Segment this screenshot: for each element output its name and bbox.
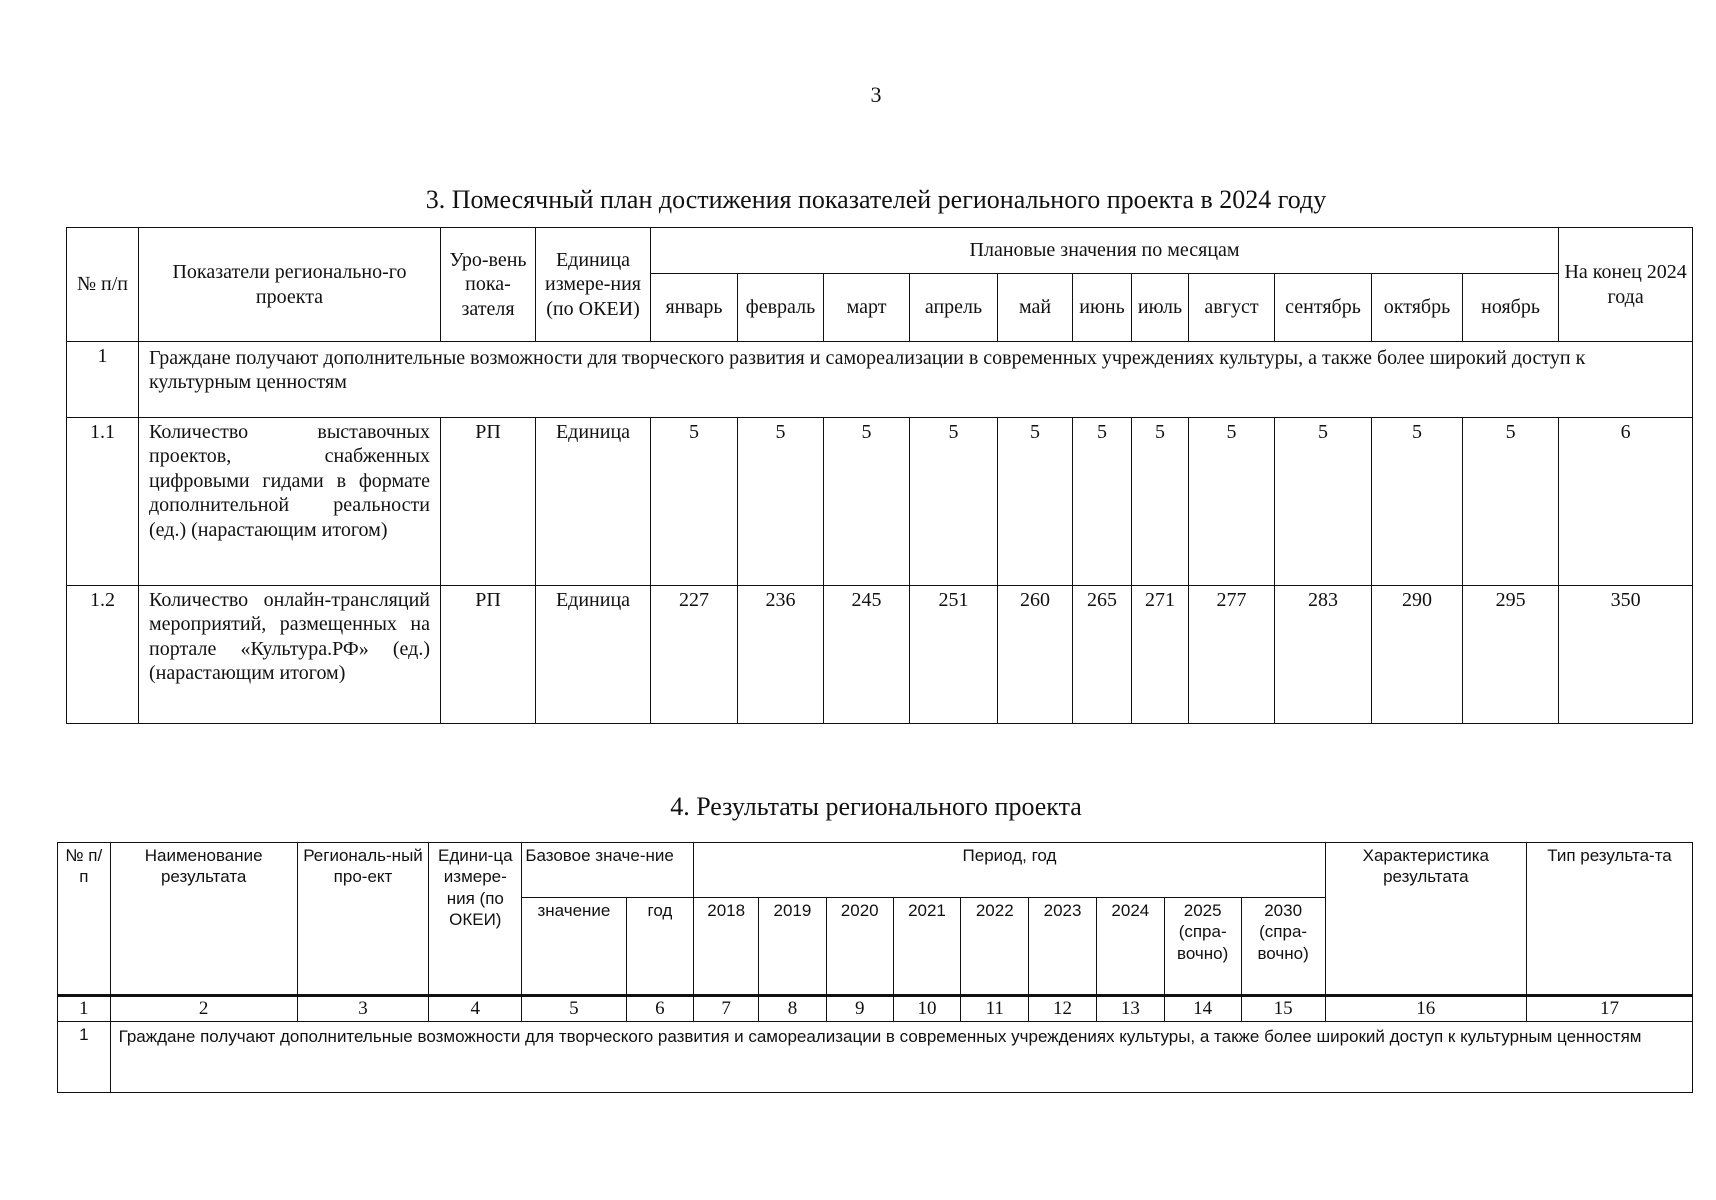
group-name: Граждане получают дополнительные возможности для творческого развития и самореализации в современных учреждениях культуры, а также более широкий доступ к культурным ценностям [139, 342, 1693, 418]
column-number: 9 [826, 996, 893, 1022]
month-value: 5 [1275, 418, 1372, 586]
row-num: 1.2 [67, 586, 139, 724]
project-results-table [57, 842, 1693, 1093]
month-header: июль [1132, 274, 1189, 342]
year-header: 2018 [694, 898, 759, 996]
month-value: 265 [1073, 586, 1132, 724]
month-value: 283 [1275, 586, 1372, 724]
column-number: 5 [522, 996, 626, 1022]
table-row [67, 586, 1693, 724]
year-header: 2020 [826, 898, 893, 996]
month-value: 5 [738, 418, 824, 586]
column-number: 4 [429, 996, 522, 1022]
month-value: 277 [1189, 586, 1275, 724]
header-result-type: Тип результа-та [1526, 843, 1692, 996]
header-regional-project: Региональ-ный про-ект [297, 843, 429, 996]
month-header: ноябрь [1463, 274, 1559, 342]
month-value: 236 [738, 586, 824, 724]
year-header: 2025 (спра-вочно) [1164, 898, 1241, 996]
year-header: 2022 [961, 898, 1029, 996]
row-num: 1.1 [67, 418, 139, 586]
header-unit: Единица измере-ния (по ОКЕИ) [536, 228, 651, 342]
monthly-plan-table [66, 227, 1693, 724]
month-value: 271 [1132, 586, 1189, 724]
end-of-year-value: 6 [1559, 418, 1693, 586]
header-indicator: Показатели регионально-го проекта [139, 228, 441, 342]
header-base-value-value: значение [522, 898, 626, 996]
column-number: 8 [759, 996, 827, 1022]
indicator-unit: Единица [536, 586, 651, 724]
month-value: 5 [1073, 418, 1132, 586]
month-value: 245 [824, 586, 910, 724]
column-number: 1 [58, 996, 111, 1022]
year-header: 2030 (спра-вочно) [1241, 898, 1325, 996]
month-value: 5 [1463, 418, 1559, 586]
header-end-of-year: На конец 2024 года [1559, 228, 1693, 342]
column-number: 10 [893, 996, 961, 1022]
month-value: 5 [651, 418, 738, 586]
column-number: 13 [1096, 996, 1164, 1022]
year-header: 2024 [1096, 898, 1164, 996]
column-number: 15 [1241, 996, 1325, 1022]
header-level: Уро-вень пока-зателя [441, 228, 536, 342]
month-value: 5 [998, 418, 1073, 586]
month-value: 251 [910, 586, 998, 724]
header-planned-values: Плановые значения по месяцам [651, 228, 1559, 274]
month-value: 5 [1189, 418, 1275, 586]
month-header: октябрь [1372, 274, 1463, 342]
column-number: 3 [297, 996, 429, 1022]
header-base-value: Базовое значе-ние [522, 843, 694, 898]
column-number: 2 [110, 996, 297, 1022]
month-header: август [1189, 274, 1275, 342]
month-header: январь [651, 274, 738, 342]
group-num: 1 [58, 1021, 111, 1092]
month-value: 5 [1372, 418, 1463, 586]
indicator-unit: Единица [536, 418, 651, 586]
page-number: 3 [870, 82, 882, 107]
group-name: Граждане получают дополнительные возможности для творческого развития и самореализации в современных учреждениях культуры, а также более широкий доступ к культурным ценностям [110, 1021, 1692, 1092]
indicator-level: РП [441, 586, 536, 724]
group-num: 1 [67, 342, 139, 418]
month-value: 260 [998, 586, 1073, 724]
indicator-level: РП [441, 418, 536, 586]
end-of-year-value: 350 [1559, 586, 1693, 724]
group-row [58, 1021, 1693, 1092]
column-number: 17 [1526, 996, 1692, 1022]
table-row [67, 418, 1693, 586]
header-base-value-year: год [626, 898, 694, 996]
column-number: 14 [1164, 996, 1241, 1022]
header-characteristic: Характеристика результата [1325, 843, 1526, 996]
column-number: 7 [694, 996, 759, 1022]
column-number: 6 [626, 996, 694, 1022]
month-value: 227 [651, 586, 738, 724]
month-header: апрель [910, 274, 998, 342]
header-num: № п/п [58, 843, 111, 996]
year-header: 2019 [759, 898, 827, 996]
month-header: март [824, 274, 910, 342]
section-4-title: 4. Результаты регионального проекта [670, 792, 1082, 821]
header-unit: Едини-ца измере-ния (по ОКЕИ) [429, 843, 522, 996]
column-number: 11 [961, 996, 1029, 1022]
header-period: Период, год [694, 843, 1325, 898]
section-3-title: 3. Помесячный план достижения показателей регионального проекта в 2024 году [425, 185, 1327, 214]
header-result-name: Наименование результата [110, 843, 297, 996]
group-row [67, 342, 1693, 418]
month-value: 5 [824, 418, 910, 586]
month-value: 5 [910, 418, 998, 586]
month-header: июнь [1073, 274, 1132, 342]
indicator-name: Количество онлайн-трансляций мероприятий, размещенных на портале «Культура.РФ» (ед.) (нарастающим итогом) [139, 586, 441, 724]
header-num: № п/п [67, 228, 139, 342]
month-header: февраль [738, 274, 824, 342]
month-header: сентябрь [1275, 274, 1372, 342]
month-value: 290 [1372, 586, 1463, 724]
column-number: 12 [1029, 996, 1097, 1022]
column-numbers-row [58, 996, 1693, 1022]
month-header: май [998, 274, 1073, 342]
year-header: 2021 [893, 898, 961, 996]
month-value: 295 [1463, 586, 1559, 724]
indicator-name: Количество выставочных проектов, снабженных цифровыми гидами в формате дополнительной реальности (ед.) (нарастающим итогом) [139, 418, 441, 586]
column-number: 16 [1325, 996, 1526, 1022]
month-value: 5 [1132, 418, 1189, 586]
year-header: 2023 [1029, 898, 1097, 996]
